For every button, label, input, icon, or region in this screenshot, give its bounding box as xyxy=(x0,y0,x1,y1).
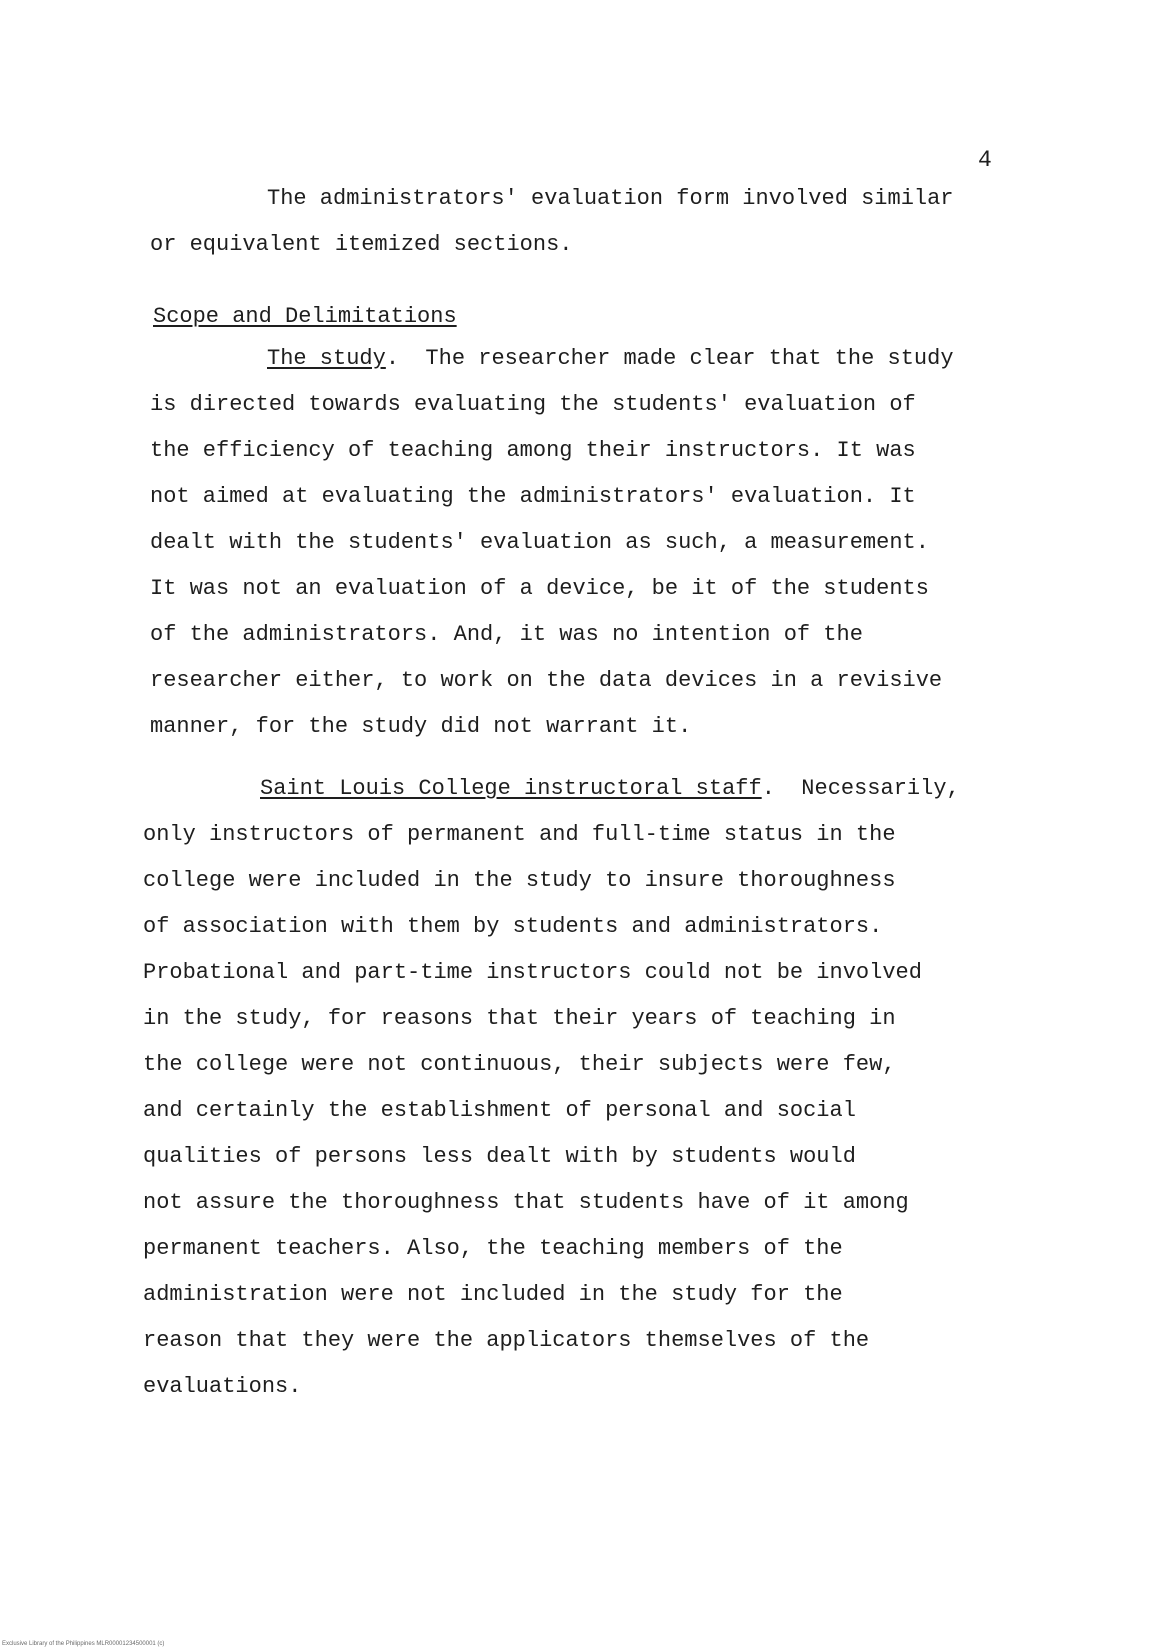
study-line: It was not an evaluation of a device, be it of the students xyxy=(150,576,929,601)
study-lead-punct: . xyxy=(385,346,400,371)
study-line: the efficiency of teaching among their instructors. It was xyxy=(150,438,916,463)
page-number: 4 xyxy=(978,147,992,173)
study-line: manner, for the study did not warrant it. xyxy=(150,714,692,739)
staff-line: college were included in the study to insure thoroughness xyxy=(143,868,896,893)
staff-lead-punct: . xyxy=(761,776,775,801)
staff-line: permanent teachers. Also, the teaching members of the xyxy=(143,1236,843,1261)
intro-paragraph xyxy=(150,176,1050,268)
staff-line: the college were not continuous, their subjects were few, xyxy=(143,1052,896,1077)
staff-line: not assure the thoroughness that students have of it among xyxy=(143,1190,909,1215)
staff-line: and certainly the establishment of personal and social xyxy=(143,1098,856,1123)
staff-line: qualities of persons less dealt with by students would xyxy=(143,1144,856,1169)
staff-line: reason that they were the applicators themselves of the xyxy=(143,1328,870,1353)
study-first-line xyxy=(150,336,1050,382)
staff-line: Probational and part-time instructors could not be involved xyxy=(143,960,922,985)
staff-line: in the study, for reasons that their years of teaching in xyxy=(143,1006,896,1031)
staff-line: of association with them by students and administrators. xyxy=(143,914,883,939)
study-line: researcher either, to work on the data devices in a revisive xyxy=(150,668,943,693)
staff-lead: Saint Louis College instructoral staff xyxy=(260,776,762,801)
staff-paragraph xyxy=(143,766,1043,1410)
staff-line: only instructors of permanent and full-time status in the xyxy=(143,822,896,847)
study-first-line-rest: The researcher made clear that the study xyxy=(399,346,954,371)
staff-line: administration were not included in the study for the xyxy=(143,1282,843,1307)
staff-first-line-rest: Necessarily, xyxy=(774,776,960,801)
staff-first-line xyxy=(143,766,1043,812)
study-lead: The study xyxy=(267,346,386,371)
study-line: dealt with the students' evaluation as such, a measurement. xyxy=(150,530,929,555)
footer-watermark: Exclusive Library of the Philippines MLR00001234500001 (c) xyxy=(2,1641,165,1647)
study-paragraph xyxy=(150,336,1050,750)
study-line: is directed towards evaluating the students' evaluation of xyxy=(150,392,916,417)
intro-line: or equivalent itemized sections. xyxy=(150,232,573,257)
section-heading: Scope and Delimitations xyxy=(153,304,457,329)
staff-line: evaluations. xyxy=(143,1374,302,1399)
study-line: not aimed at evaluating the administrators' evaluation. It xyxy=(150,484,916,509)
study-line: of the administrators. And, it was no intention of the xyxy=(150,622,863,647)
intro-line: The administrators' evaluation form involved similar xyxy=(267,186,954,211)
